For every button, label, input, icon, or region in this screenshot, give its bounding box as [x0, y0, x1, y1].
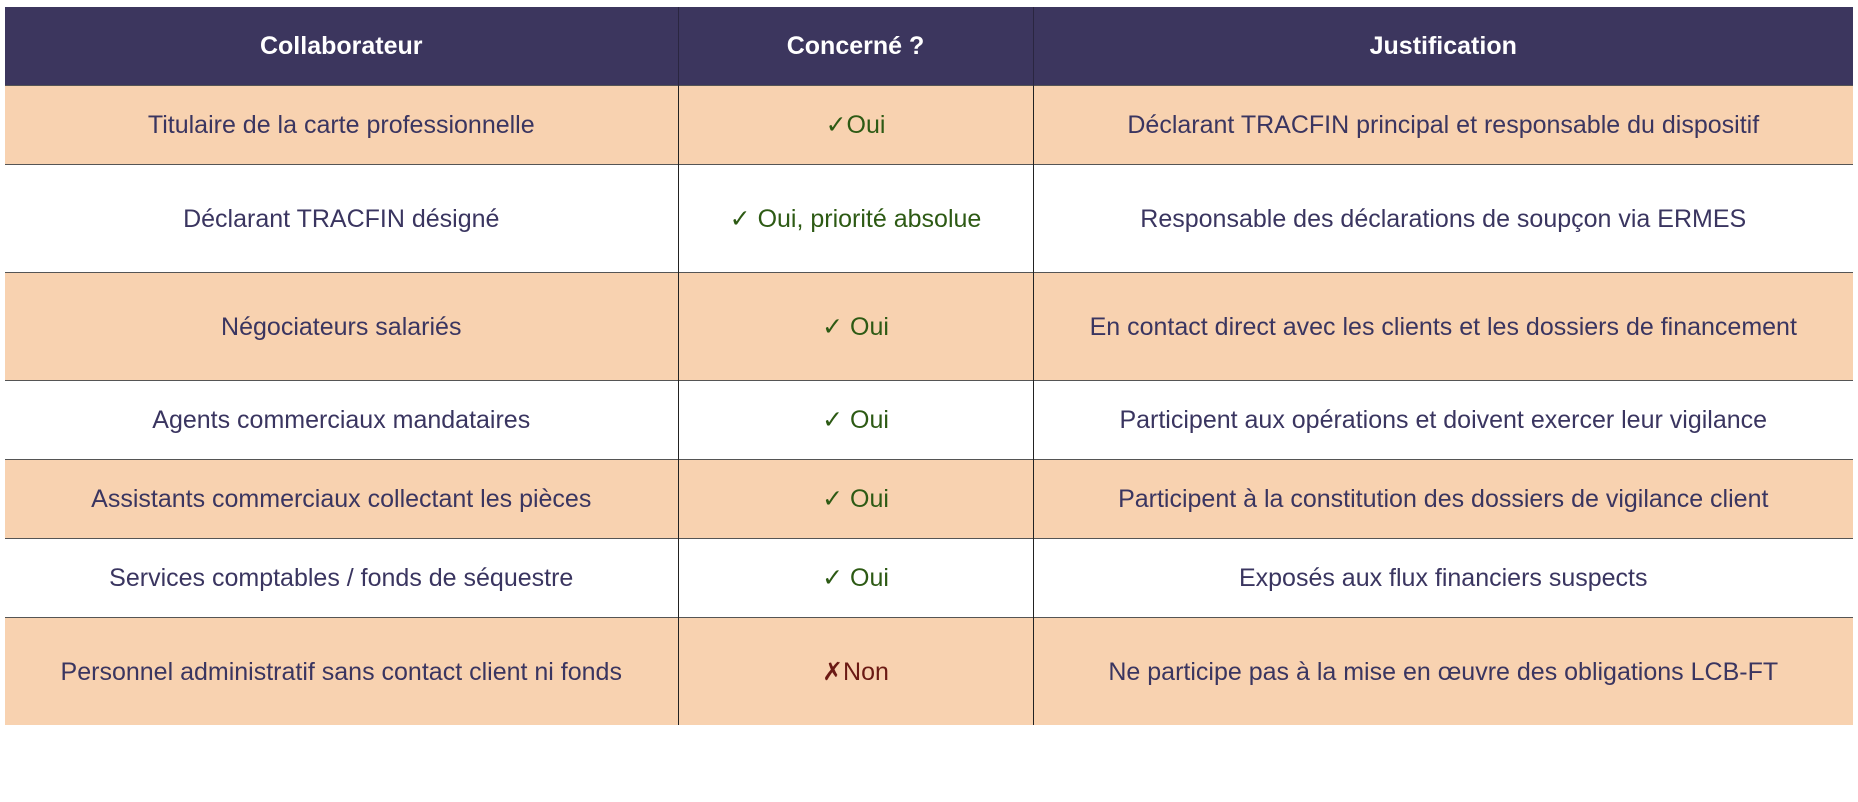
table-header [5, 7, 1853, 86]
table-row [5, 618, 1853, 726]
cell-justification: Ne participe pas à la mise en œuvre des obligations LCB-FT [1033, 618, 1853, 726]
cell-collaborateur: Titulaire de la carte professionnelle [5, 86, 678, 165]
table-row [5, 539, 1853, 618]
cell-collaborateur: Négociateurs salariés [5, 273, 678, 381]
check-icon: ✓ [822, 485, 844, 513]
cell-justification: Participent à la constitution des dossiers de vigilance client [1033, 460, 1853, 539]
cross-icon: ✗ [822, 657, 844, 686]
cell-concerne [678, 460, 1033, 539]
cell-concerne [678, 273, 1033, 381]
check-icon: ✓ [825, 111, 847, 139]
header-justification: Justification [1033, 7, 1853, 86]
header-collaborateur: Collaborateur [5, 7, 678, 86]
cell-concerne [678, 381, 1033, 460]
concerne-value: Oui [843, 406, 889, 434]
cell-justification: Responsable des déclarations de soupçon via ERMES [1033, 165, 1853, 273]
cell-justification: Participent aux opérations et doivent exercer leur vigilance [1033, 381, 1853, 460]
concerne-value: Oui [846, 111, 886, 139]
concerne-value: Oui [843, 564, 889, 592]
table-row [5, 381, 1853, 460]
collaborators-table [5, 7, 1853, 725]
cell-collaborateur: Agents commerciaux mandataires [5, 381, 678, 460]
table-body [5, 86, 1853, 726]
cell-justification: Déclarant TRACFIN principal et responsable du dispositif [1033, 86, 1853, 165]
cell-concerne [678, 539, 1033, 618]
check-icon: ✓ [729, 204, 751, 233]
check-icon: ✓ [822, 564, 844, 592]
cell-collaborateur: Services comptables / fonds de séquestre [5, 539, 678, 618]
cell-justification: En contact direct avec les clients et les dossiers de financement [1033, 273, 1853, 381]
cell-concerne [678, 165, 1033, 273]
cell-collaborateur: Assistants commerciaux collectant les pièces [5, 460, 678, 539]
table-container [5, 7, 1853, 725]
concerne-value: Oui, priorité absolue [750, 204, 982, 233]
table-row [5, 165, 1853, 273]
concerne-value: Oui [843, 485, 889, 513]
cell-concerne [678, 86, 1033, 165]
table-row [5, 273, 1853, 381]
cell-justification: Exposés aux flux financiers suspects [1033, 539, 1853, 618]
concerne-value: Oui [843, 312, 889, 341]
cell-concerne [678, 618, 1033, 726]
concerne-value: Non [843, 657, 889, 686]
check-icon: ✓ [822, 406, 844, 434]
cell-collaborateur: Personnel administratif sans contact client ni fonds [5, 618, 678, 726]
table-row [5, 86, 1853, 165]
cell-collaborateur: Déclarant TRACFIN désigné [5, 165, 678, 273]
header-row [5, 7, 1853, 86]
check-icon: ✓ [822, 312, 844, 341]
table-row [5, 460, 1853, 539]
header-concerne: Concerné ? [678, 7, 1033, 86]
